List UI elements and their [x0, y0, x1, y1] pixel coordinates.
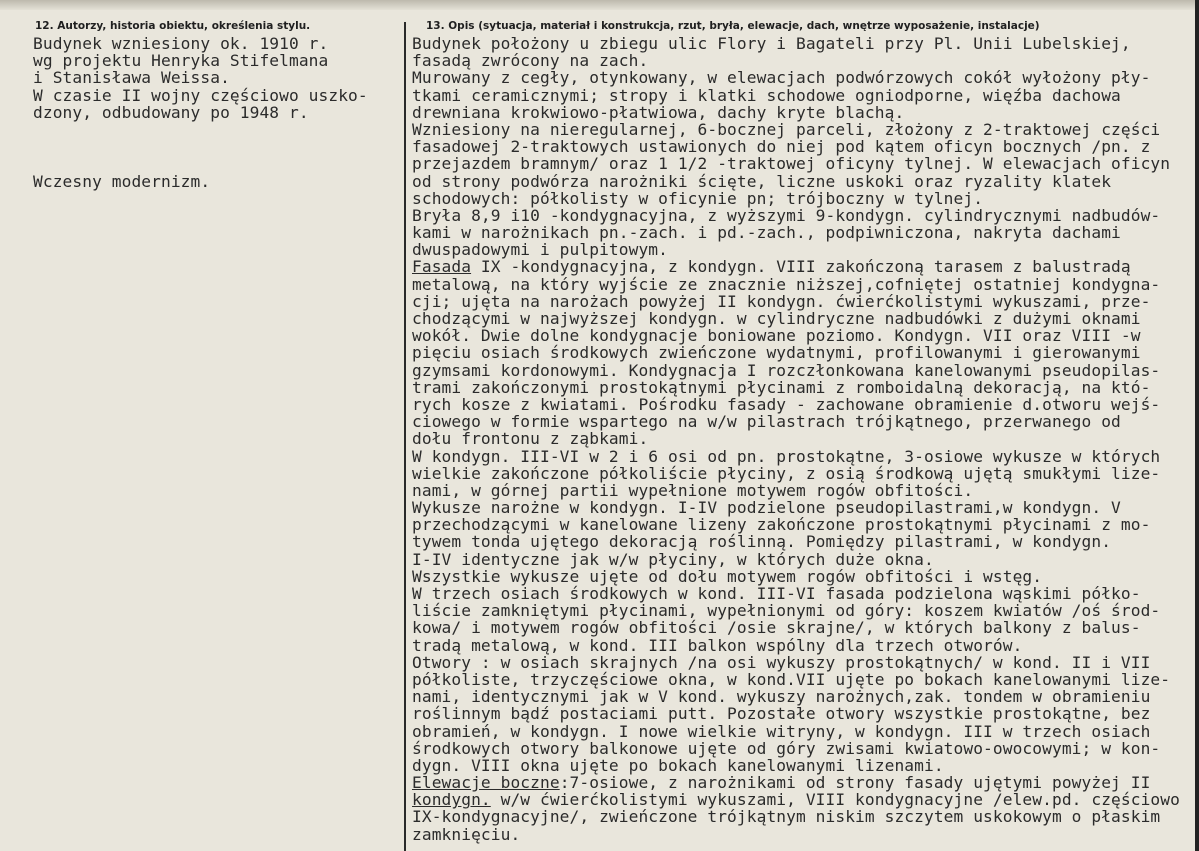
paragraph-gap: [33, 121, 393, 173]
text-line: [412, 344, 1197, 361]
line-text: tkami ceramicznymi; stropy i klatki schodowe ogniodporne, więźba dachowa: [412, 85, 1121, 105]
underlined-lead: Elewacje boczne: [412, 773, 560, 793]
text-line: [412, 448, 1197, 465]
line-text: dołu frontonu z ząbkami.: [412, 429, 649, 449]
line-text: W trzech osiach środkowych w kond. III-VI fasada podzielona wąskimi półko-: [412, 584, 1141, 603]
text-line: Budynek wzniesiony ok. 1910 r.: [33, 34, 329, 53]
line-text: fasadą zwrócony na zach.: [412, 51, 649, 71]
line-text: kami w narożnikach pn.-zach. i pd.-zach., podpiwniczona, nakryta dachami: [412, 223, 1121, 243]
text-line: [412, 224, 1197, 241]
text-line: [412, 121, 1197, 138]
text-line: [412, 808, 1197, 825]
text-line: [412, 87, 1197, 104]
line-text: Budynek położony u zbiegu ulic Flory i Bagateli przy Pl. Unii Lubelskiej,: [412, 34, 1131, 53]
text-line: [412, 637, 1197, 654]
line-text: schodowych: półkolisty w oficynie pn; trójboczny w tylnej.: [412, 188, 984, 208]
text-line: [412, 310, 1197, 327]
text-line: Wczesny modernizm.: [33, 171, 211, 191]
line-text: rych kosze z kwiatami. Pośrodku fasady - zachowane obramienie d.otworu wejś-: [412, 394, 1161, 414]
text-line: [412, 551, 1197, 568]
line-text: przejazdem bramnym/ oraz 1 1/2 -traktowej oficyny tylnej. W elewacjach oficyn: [412, 154, 1171, 174]
line-text: IX-kondygnacyjne/, zwieńczone trójkątnym niskim szczytem uskokowym o płaskim: [412, 807, 1161, 827]
line-text: zamknięciu.: [412, 824, 521, 844]
text-line: [412, 671, 1197, 688]
line-text: gzymsami kordonowymi. Kondygnacja I rozczłonkowana kanelowanymi pseudopilas-: [412, 360, 1161, 380]
section-12-heading: 12. Autorzy, historia obiektu, określenia stylu.: [35, 20, 311, 32]
line-text: środkowych otwory balkonowe ujęte od góry zwisami kwiatowo-owocowymi; w kon-: [412, 738, 1161, 758]
line-text: od strony podwórza narożniki ścięte, liczne uskoki oraz ryzality klatek: [412, 171, 1112, 191]
line-text: dygn. VIII okna ujęte po bokach kanelowanymi lizenami.: [412, 755, 944, 775]
line-text: drewniana krokwiowo-płatwiowa, dachy kryte blachą.: [412, 102, 905, 122]
text-line: [412, 723, 1197, 740]
text-line: i Stanisława Weissa.: [33, 68, 230, 88]
text-line: [412, 293, 1197, 310]
line-text: pięciu osiach środkowych zwieńczone wydatnymi, profilowanymi i gierowanymi: [412, 343, 1141, 363]
line-text: Otwory : w osiach skrajnych /na osi wykuszy prostokątnych/ w kond. II i VII: [412, 652, 1151, 672]
column-divider: [404, 22, 406, 851]
text-line: [412, 379, 1197, 396]
line-text: półkoliste, trzyczęściowe okna, w kond.VII ujęte po bokach kanelowanymi lize-: [412, 669, 1171, 689]
line-text: chodzącymi w najwyższej kondygn. w cylindryczne nadbudówki z dużymi oknami: [412, 309, 1141, 328]
line-text: I-IV identyczne jak w/w płyciny, w których duże okna.: [412, 549, 934, 569]
section-13-heading: 13. Opis (sytuacja, materiał i konstrukcja, rzut, bryła, elewacje, dach, wnętrze wyposażenie, instalacje): [426, 20, 1040, 32]
text-line: [412, 619, 1197, 636]
line-text: Wzniesiony na nieregularnej, 6-bocznej parceli, złożony z 2-traktowej części: [412, 119, 1161, 139]
line-text: roślinnym bądź postaciami putt. Pozostałe otwory wszystkie prostokątne, bez: [412, 704, 1151, 724]
line-text: Bryła 8,9 i10 -kondygnacyjna, z wyższymi 9-kondygn. cylindrycznymi nadbudów-: [412, 205, 1161, 225]
line-text: nami, identycznymi jak w V kond. wykuszy narożnych,zak. tondem w obramieniu: [412, 687, 1151, 707]
text-line: [412, 35, 1197, 52]
text-line: [412, 362, 1197, 379]
text-line: dzony, odbudowany po 1948 r.: [33, 102, 309, 122]
text-line: [412, 757, 1197, 774]
text-line: [412, 396, 1197, 413]
line-text: tradą metalową, w kond. III balkon wspólny dla trzech otworów.: [412, 635, 1023, 655]
text-line: [412, 791, 1197, 808]
line-text: trami zakończonymi prostokątnymi płycinami z romboidalną dekoracją, na któ-: [412, 377, 1151, 397]
text-line: [412, 774, 1197, 791]
line-text: Murowany z cegły, otynkowany, w elewacjach podwórzowych cokół wyłożony pły-: [412, 68, 1151, 88]
text-line: [412, 138, 1197, 155]
text-line: [412, 585, 1197, 602]
text-line: [412, 740, 1197, 757]
line-text: wokół. Dwie dolne kondygnacje boniowane poziomo. Kondygn. VII oraz VIII -w: [412, 326, 1141, 346]
line-text: Wszystkie wykusze ujęte od dołu motywem rogów obfitości i wstęg.: [412, 566, 1043, 586]
text-line: [412, 52, 1197, 69]
history-column: [33, 35, 393, 190]
line-text: wielkie zakończone półkoliście płyciny, z osią środkową ujętą smukłymi lize-: [412, 463, 1161, 483]
line-text: obramień, w kondygn. I nowe wielkie witryny, w kondygn. III w trzech osiach: [412, 721, 1151, 741]
underlined-lead: Fasada: [412, 257, 472, 277]
text-line: [412, 602, 1197, 619]
text-line: [412, 688, 1197, 705]
text-line: [412, 533, 1197, 550]
text-line: wg projektu Henryka Stifelmana: [33, 51, 329, 71]
line-text: liście zamkniętymi płycinami, wypełnionymi od góry: koszem kwiatów /oś środ-: [412, 601, 1161, 621]
line-text: dwuspadowymi i pulpitowym.: [412, 240, 668, 260]
text-line: [412, 173, 1197, 190]
text-line: [412, 654, 1197, 671]
line-text: cji; ujęta na narożach powyżej II kondygn. ćwierćkolistymi wykuszami, prze-: [412, 291, 1151, 311]
text-line: [412, 413, 1197, 430]
line-text: metalową, na który wyjście ze znacznie niższej,cofniętej ostatniej kondygna-: [412, 274, 1161, 294]
text-line: [412, 705, 1197, 722]
line-text: kowa/ i motywem rogów obfitości /osie skrajne/, w których balkony z balus-: [412, 618, 1141, 638]
text-line: [412, 499, 1197, 516]
line-text: IX -kondygnacyjna, z kondygn. VIII zakończoną tarasem z balustradą: [471, 257, 1131, 277]
line-text: tywem tonda ujętego dekoracją roślinną. Pomiędzy pilastrami, w kondygn.: [412, 532, 1112, 552]
text-line: [412, 430, 1197, 447]
text-line: [412, 516, 1197, 533]
line-text: W kondygn. III-VI w 2 i 6 osi od pn. prostokątne, 3-osiowe wykusze w których: [412, 446, 1161, 466]
text-line: [412, 568, 1197, 585]
text-line: [412, 276, 1197, 293]
line-text: przechodzącymi w kanelowane lizeny zakończone prostokątnymi płycinami z mo-: [412, 515, 1151, 535]
text-line: [412, 258, 1197, 275]
text-line: [412, 207, 1197, 224]
line-text: Wykusze narożne w kondygn. I-IV podzielone pseudopilastrami,w kondygn. V: [412, 498, 1121, 518]
text-line: [412, 69, 1197, 86]
text-line: W czasie II wojny częściowo uszko-: [33, 85, 368, 105]
line-text: ciowego w formie wspartego na w/w pilastrach trójkątnego, przerwanego od: [412, 412, 1121, 432]
line-text: fasadowej 2-traktowych ustawionych do niej pod kątem oficyn bocznych /pn. z: [412, 137, 1151, 157]
text-line: [412, 826, 1197, 843]
text-line: [412, 327, 1197, 344]
text-line: [412, 465, 1197, 482]
description-column: [412, 35, 1197, 843]
text-line: [412, 482, 1197, 499]
line-text: nami, w górnej partii wypełnione motywem rogów obfitości.: [412, 480, 974, 500]
line-text: w/w ćwierćkolistymi wykuszami, VIII kondygnacyjne /elew.pd. częściowo: [490, 790, 1180, 810]
text-line: [412, 241, 1197, 258]
underlined-lead: kondygn.: [412, 790, 491, 810]
line-text: :7-osiowe, z narożnikami od strony fasady ujętymi powyżej II: [559, 773, 1151, 793]
scan-top-edge: [0, 0, 1199, 10]
text-line: [412, 190, 1197, 207]
text-line: [412, 104, 1197, 121]
text-line: [412, 155, 1197, 172]
